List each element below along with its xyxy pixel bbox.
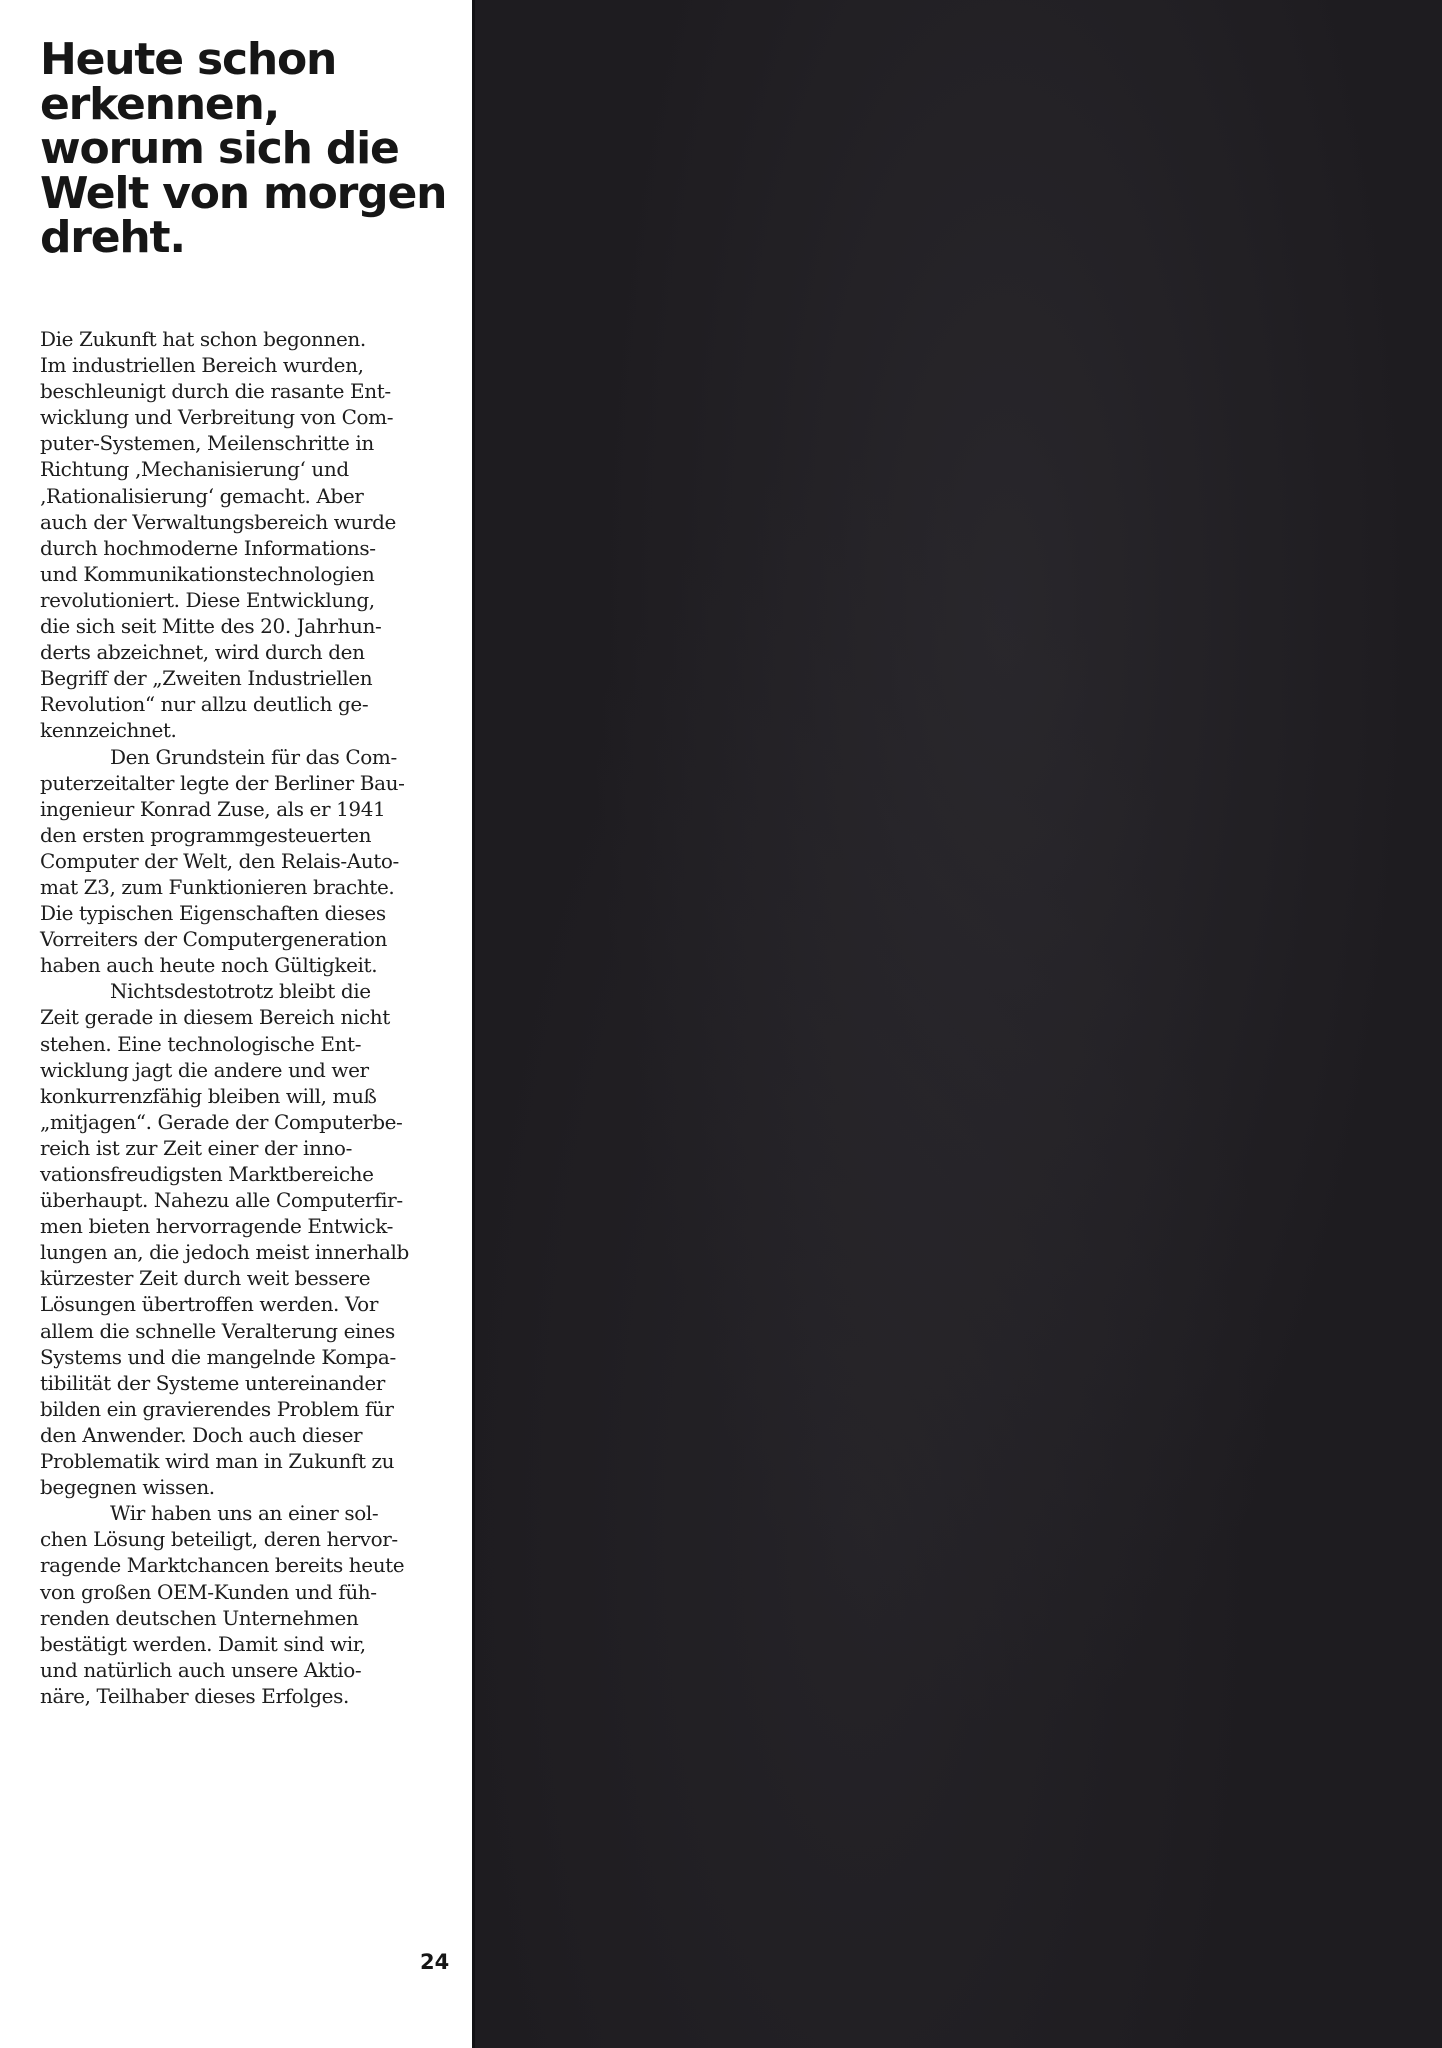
text-line: Computer der Welt, den Relais-Auto- <box>40 848 399 873</box>
text-line: überhaupt. Nahezu alle Computerfir- <box>40 1188 403 1213</box>
text-line: wicklung jagt die andere und wer <box>40 1057 369 1082</box>
text-line: men bieten hervorragende Entwick- <box>40 1214 393 1239</box>
headline-line: worum sich die <box>40 123 399 174</box>
text-line: Begriff der „Zweiten Industriellen <box>40 666 373 691</box>
page-number: 24 <box>420 1950 450 1974</box>
dark-image-panel <box>472 0 1442 2048</box>
headline-line: Heute schon <box>40 34 337 85</box>
text-line: konkurrenzfähig bleiben will, muß <box>40 1083 377 1108</box>
headline <box>40 34 460 263</box>
text-line: kennzeichnet. <box>40 718 177 743</box>
text-line: derts abzeichnet, wird durch den <box>40 640 365 665</box>
text-line: Systems und die mangelnde Kompa- <box>40 1344 396 1369</box>
body-text <box>40 326 460 1709</box>
text-line: renden deutschen Unternehmen <box>40 1605 359 1630</box>
text-line: bestätigt werden. Damit sind wir, <box>40 1631 366 1656</box>
text-line: revolutioniert. Diese Entwicklung, <box>40 587 375 612</box>
text-line: die sich seit Mitte des 20. Jahrhun- <box>40 614 382 639</box>
text-line: den Anwender. Doch auch dieser <box>40 1422 363 1447</box>
text-line: ingenieur Konrad Zuse, als er 1941 <box>40 796 386 821</box>
text-line: allem die schnelle Veralterung eines <box>40 1318 395 1343</box>
text-line: bilden ein gravierendes Problem für <box>40 1396 394 1421</box>
text-line: und natürlich auch unsere Aktio- <box>40 1657 362 1682</box>
text-line: stehen. Eine technologische Ent- <box>40 1031 362 1056</box>
text-line: auch der Verwaltungsbereich wurde <box>40 509 396 534</box>
text-line: Die typischen Eigenschaften dieses <box>40 901 386 926</box>
headline-line: Welt von morgen <box>40 167 447 219</box>
paragraph-start-line: Nichtsdestotrotz bleibt die <box>110 979 371 1004</box>
text-line: „mitjagen“. Gerade der Computerbe- <box>40 1109 403 1134</box>
paragraph-start-line: Wir haben uns an einer sol- <box>110 1501 379 1526</box>
text-line: Im industriellen Bereich wurden, <box>40 353 364 378</box>
text-line: Problematik wird man in Zukunft zu <box>40 1449 395 1474</box>
text-line: haben auch heute noch Gültigkeit. <box>40 953 378 978</box>
text-line: durch hochmoderne Informations- <box>40 535 376 560</box>
paragraph-start-line: Den Grundstein für das Com- <box>110 744 397 769</box>
text-line: reich ist zur Zeit einer der inno- <box>40 1135 352 1160</box>
text-line: Lösungen übertroffen werden. Vor <box>40 1292 378 1317</box>
text-line: den ersten programmgesteuerten <box>40 822 372 847</box>
text-line: und Kommunikationstechnologien <box>40 561 375 586</box>
text-line: mat Z3, zum Funktionieren brachte. <box>40 874 395 899</box>
text-line: begegnen wissen. <box>40 1475 215 1500</box>
panel-divider <box>472 0 475 2048</box>
headline-line: erkennen, <box>40 78 280 130</box>
headline-line: dreht. <box>40 212 185 263</box>
text-line: Richtung ‚Mechanisierung‘ und <box>40 457 349 482</box>
text-line: Zeit gerade in diesem Bereich nicht <box>40 1005 390 1030</box>
text-line: wicklung und Verbreitung von Com- <box>40 405 394 430</box>
text-line: vationsfreudigsten Marktbereiche <box>40 1162 374 1186</box>
text-line: von großen OEM-Kunden und füh- <box>40 1579 377 1604</box>
text-line: puter-Systemen, Meilenschritte in <box>40 431 374 456</box>
text-line: tibilität der Systeme untereinander <box>40 1370 385 1395</box>
text-line: kürzester Zeit durch weit bessere <box>40 1266 371 1291</box>
text-line: näre, Teilhaber dieses Erfolges. <box>40 1683 349 1708</box>
text-line: puterzeitalter legte der Berliner Bau- <box>40 770 405 795</box>
text-line: ragende Marktchancen bereits heute <box>40 1553 405 1578</box>
text-line: beschleunigt durch die rasante Ent- <box>40 379 391 404</box>
text-line: lungen an, die jedoch meist innerhalb <box>40 1240 409 1265</box>
text-line: Die Zukunft hat schon begonnen. <box>40 327 366 351</box>
text-line: Revolution“ nur allzu deutlich ge- <box>40 692 369 717</box>
text-column <box>0 0 472 2048</box>
text-line: chen Lösung beteiligt, deren hervor- <box>40 1527 398 1552</box>
text-line: Vorreiters der Computergeneration <box>40 927 388 952</box>
text-line: ‚Rationalisierung‘ gemacht. Aber <box>40 483 364 508</box>
